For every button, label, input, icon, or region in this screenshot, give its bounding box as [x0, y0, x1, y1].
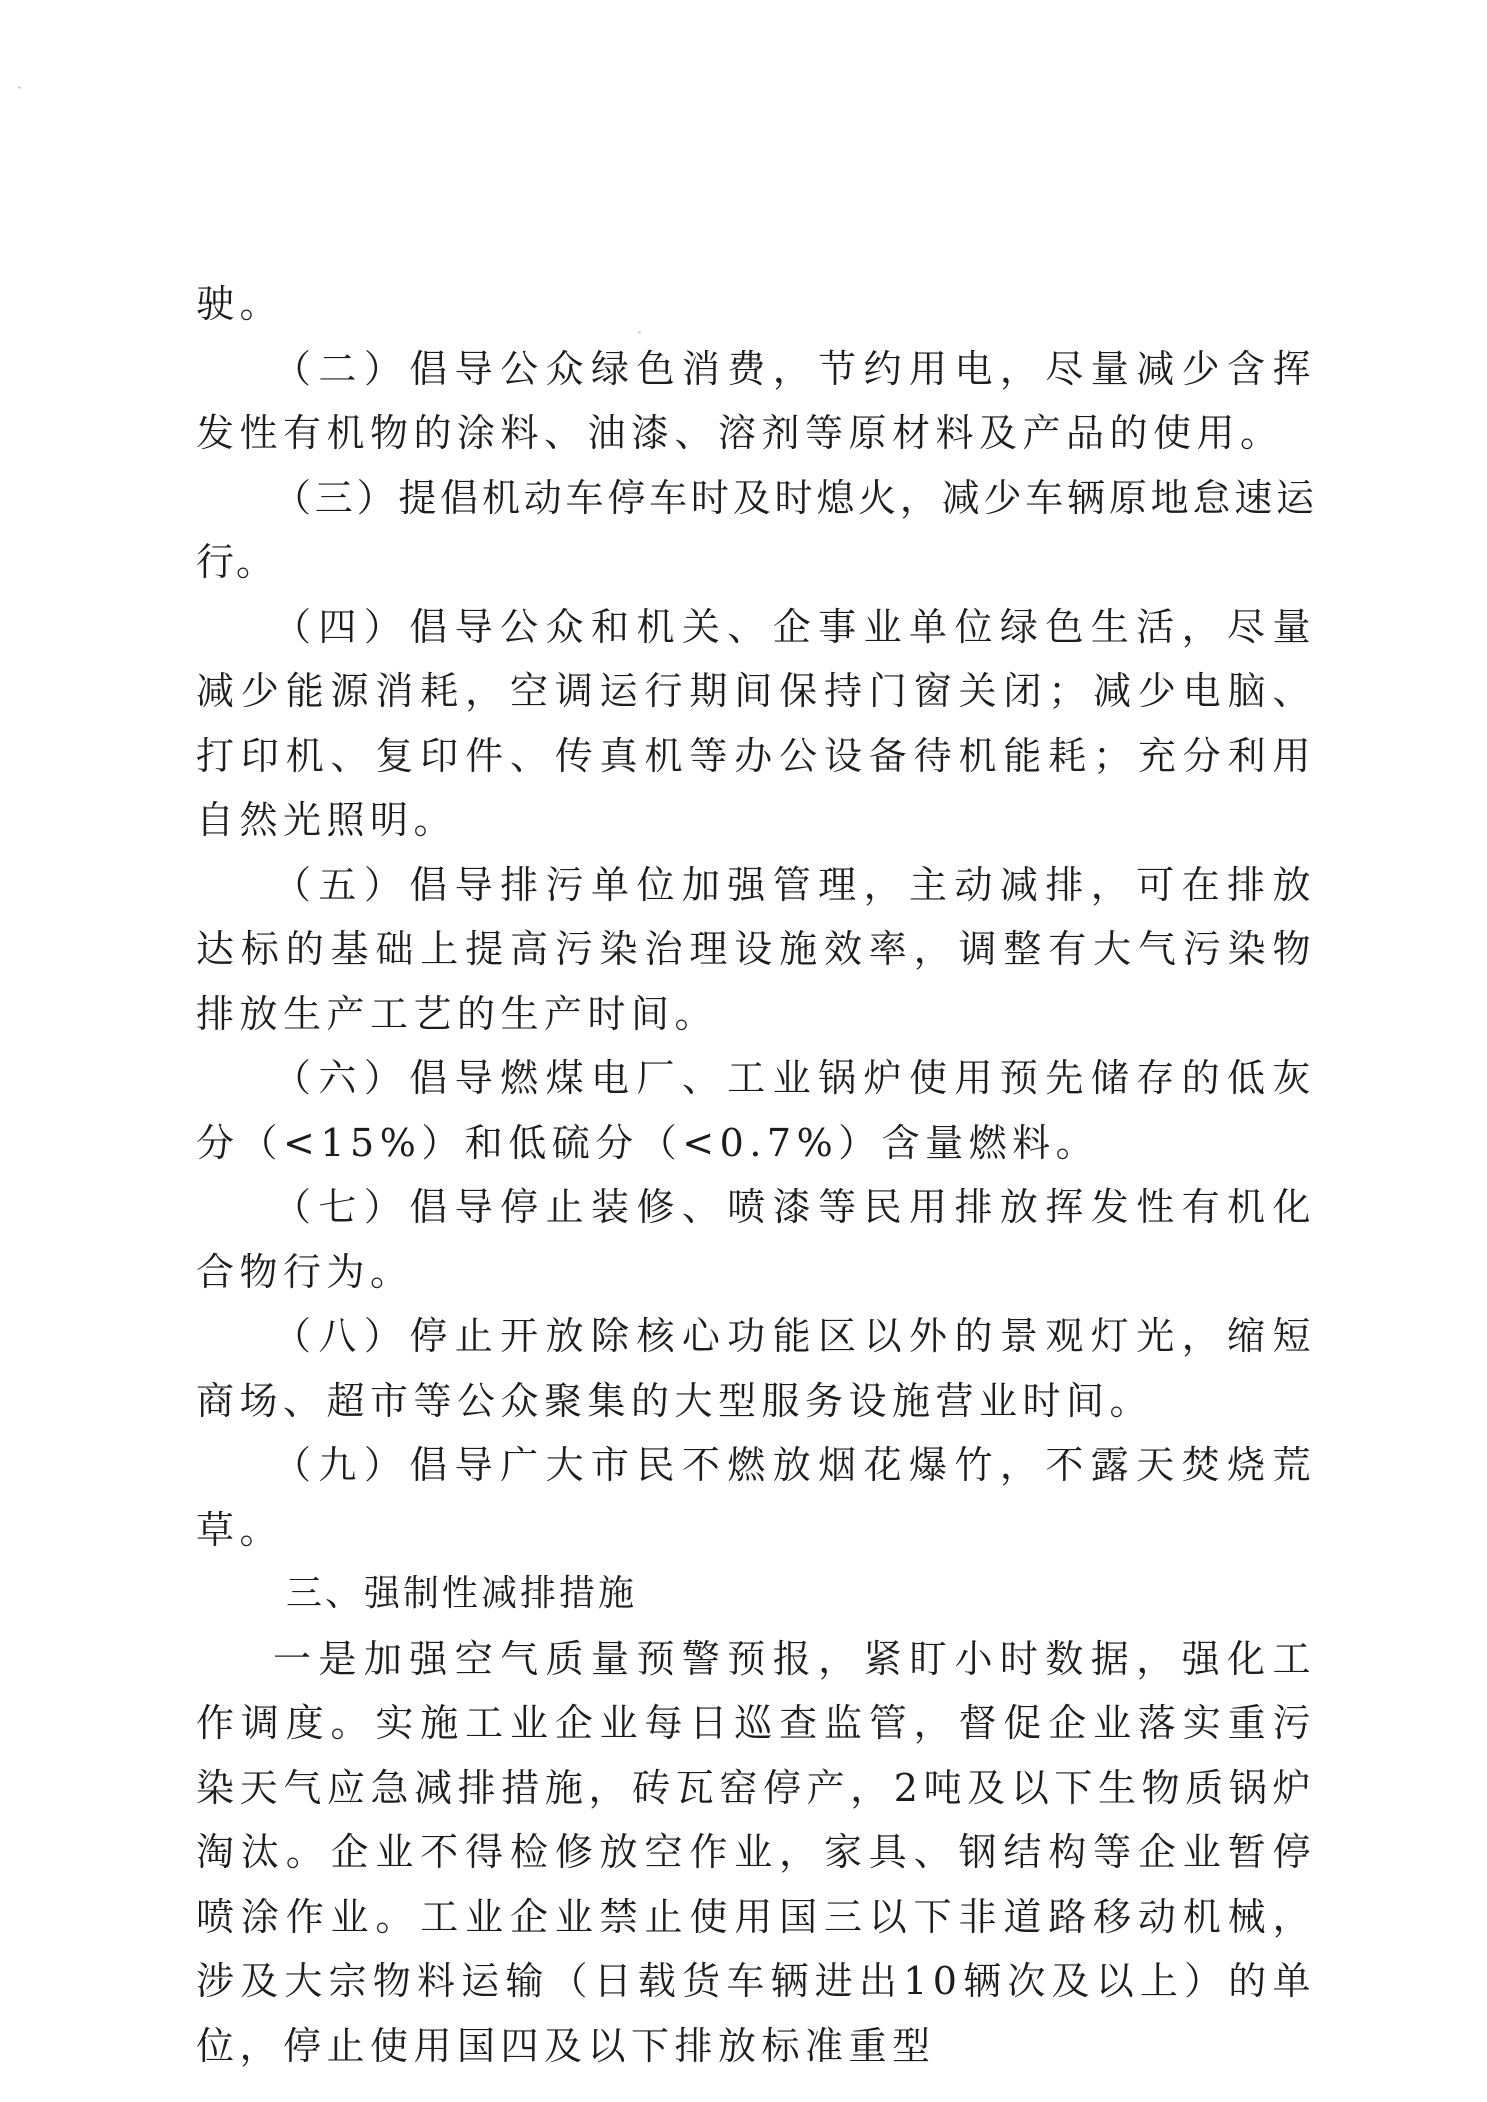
paragraph: （六）倡导燃煤电厂、工业锅炉使用预先储存的低灰分（<15%）和低硫分（<0.7%）含量燃料。: [196, 1056, 1316, 1165]
paragraph: （九）倡导广大市民不燃放烟花爆竹，不露天焚烧荒草。: [196, 1443, 1316, 1552]
paragraph: （二）倡导公众绿色消费，节约用电，尽量减少含挥发性有机物的涂料、油漆、溶剂等原材料及产品的使用。: [196, 346, 1316, 455]
paragraph: （三）提倡机动车停车时及时熄火，减少车辆原地怠速运行。: [196, 475, 1316, 584]
section-heading: 三、强制性减排措施: [286, 1573, 638, 1614]
paragraph: （五）倡导排污单位加强管理，主动减排，可在排放达标的基础上提高污染治理设施效率，调整有大气污染物排放生产工艺的生产时间。: [196, 862, 1316, 1036]
paragraph: 驶。: [196, 282, 284, 326]
paragraph: 一是加强空气质量预警预报，紧盯小时数据，强化工作调度。实施工业企业每日巡查监管，督促企业落实重污染天气应急减排措施，砖瓦窑停产，2吨及以下生物质锅炉淘汰。企业不得检修放空作业，家具、钢结构等企业暂停喷涂作业。工业企业禁止使用国三以下非道路移动机械，涉及大宗物料运输（日载货车辆进出10辆次及以上）的单位，停止使用国四及以下排放标准重型: [196, 1636, 1316, 2068]
paragraph: （八）停止开放除核心功能区以外的景观灯光，缩短商场、超市等公众聚集的大型服务设施营业时间。: [196, 1314, 1316, 1423]
document-body: [196, 272, 1316, 2078]
scan-speck: [18, 86, 21, 89]
paragraph: （七）倡导停止装修、喷漆等民用排放挥发性有机化合物行为。: [196, 1185, 1316, 1294]
paragraph: （四）倡导公众和机关、企事业单位绿色生活，尽量减少能源消耗，空调运行期间保持门窗关闭；减少电脑、打印机、复印件、传真机等办公设备待机能耗；充分利用自然光照明。: [196, 604, 1316, 842]
